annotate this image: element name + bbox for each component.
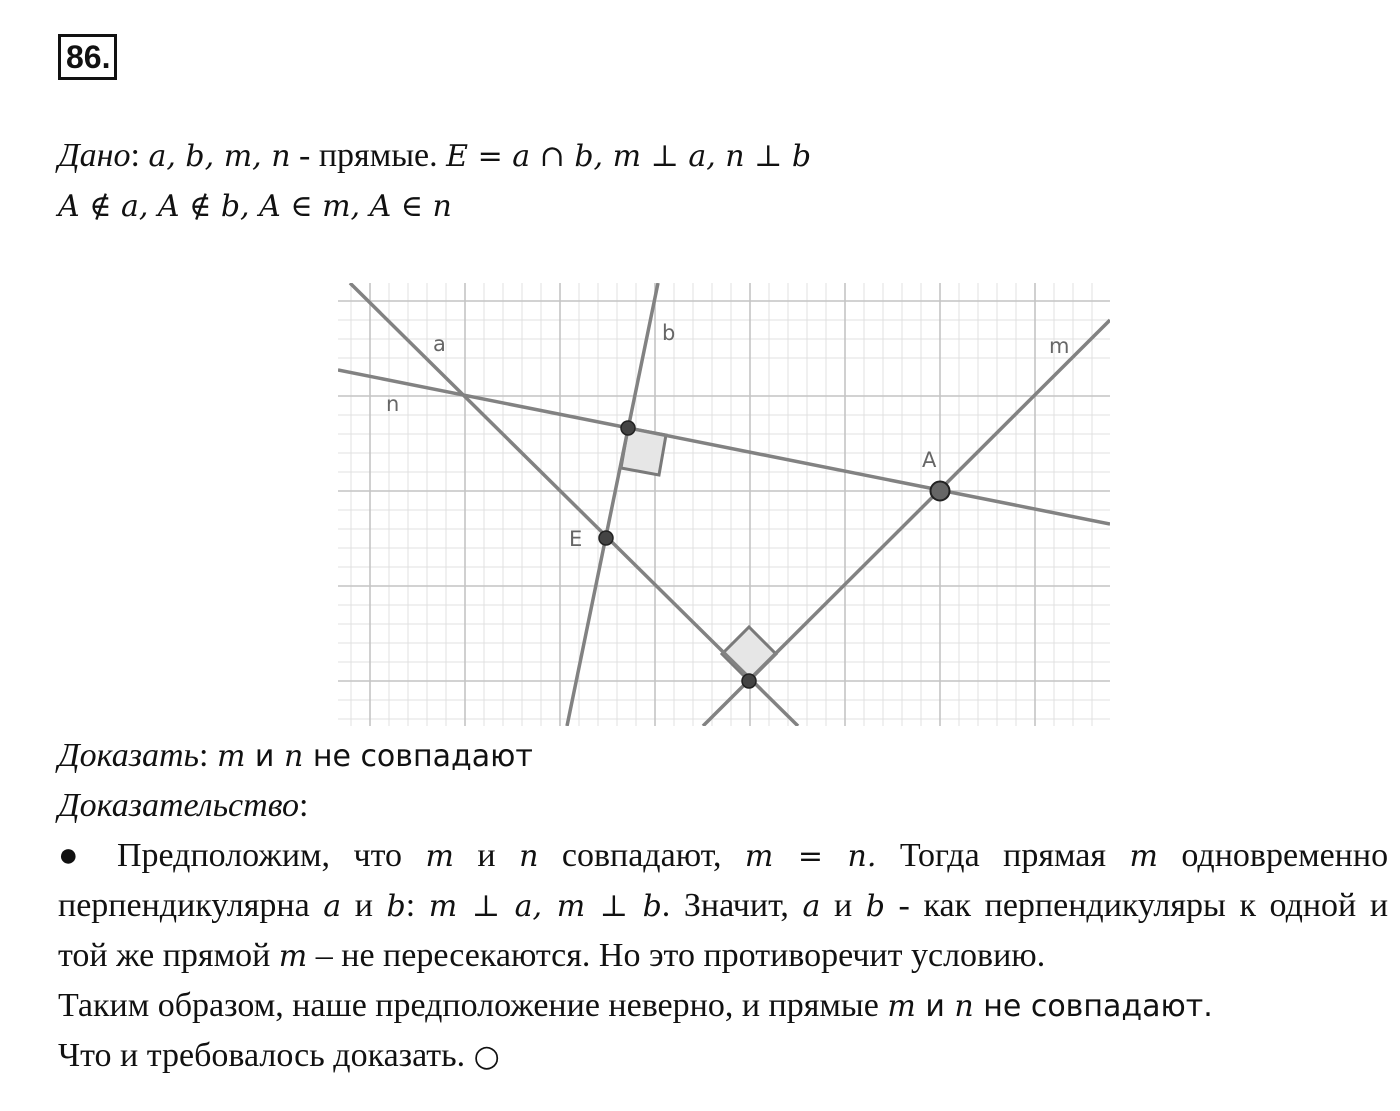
math-a: a <box>802 889 821 924</box>
line-b <box>567 283 658 726</box>
proof-word: и <box>453 837 520 874</box>
proof-word: : <box>405 887 416 924</box>
label-E: E <box>569 527 583 551</box>
line-m <box>703 320 1110 726</box>
proof-word: - как перпендикуляры к одной и <box>898 887 1389 924</box>
math-n: n <box>954 989 974 1024</box>
math-rel: m ⊥ a, m ⊥ b <box>428 889 662 924</box>
proof-word: Предположим, <box>116 837 331 874</box>
label-m: m <box>1049 334 1070 358</box>
proof-word: и <box>915 989 955 1024</box>
label-A: A <box>922 448 937 472</box>
proof-line-1 <box>58 834 1388 879</box>
proof-word: что <box>353 837 403 874</box>
prove-n: n <box>283 739 304 774</box>
proof-word: не совпадают. <box>973 989 1213 1024</box>
prove-and: и <box>245 739 284 774</box>
label-b: b <box>662 321 676 345</box>
prove-m: m <box>216 739 246 774</box>
point-A <box>931 482 950 501</box>
proof-line-5 <box>58 1034 500 1079</box>
proof-word: Тогда <box>899 837 980 874</box>
point-intersection-bn <box>621 421 635 435</box>
proof-conclusion: Что и требовалось доказать. <box>58 1037 474 1074</box>
proof-line-2 <box>58 884 1388 929</box>
math-n: n <box>519 839 539 874</box>
proof-label: Доказательство <box>58 787 300 824</box>
math-b: b <box>386 889 406 924</box>
prove-line <box>58 734 533 779</box>
given-membership: A ∉ a, A ∉ b, A ∈ m, A ∈ n <box>58 189 452 224</box>
proof-label-line <box>58 784 308 828</box>
proof-word: и <box>833 887 853 924</box>
minor-grid <box>338 283 1110 726</box>
given-label: Дано <box>58 137 131 174</box>
label-n: n <box>386 392 400 416</box>
math-m: m <box>887 989 916 1024</box>
right-angle-marker-ma <box>722 627 776 681</box>
math-eq: m = n. <box>744 839 877 874</box>
prove-rest: не совпадают <box>303 739 533 774</box>
proof-word: прямая <box>1003 837 1107 874</box>
given-line-1 <box>58 134 811 179</box>
label-a: a <box>433 332 446 356</box>
bullet: ● <box>58 837 94 874</box>
proof-word: одновременно <box>1181 837 1389 874</box>
math-m: m <box>425 839 454 874</box>
given-colon: : <box>130 137 140 174</box>
proof-colon: : <box>299 787 309 824</box>
proof-word: Таким образом, наше предположение неверно, и прямые <box>58 987 888 1024</box>
proof-word: совпадают, <box>538 837 722 874</box>
given-line-2 <box>58 184 452 229</box>
geometry-figure <box>338 283 1110 726</box>
proof-word: – не пересекаются. Но это противоречит условию. <box>307 937 1046 974</box>
proof-word: той же прямой <box>58 937 279 974</box>
prove-label: Доказать <box>58 737 199 774</box>
proof-word: перпендикулярна <box>58 887 310 924</box>
line-n <box>338 370 1110 524</box>
point-intersection-am <box>742 674 756 688</box>
proof-line-4 <box>58 984 1213 1029</box>
figure-svg <box>338 283 1110 726</box>
math-m: m <box>278 939 308 974</box>
given-relations: E = a ∩ b, m ⊥ a, n ⊥ b <box>446 139 812 174</box>
major-grid <box>338 283 1110 726</box>
proof-line-3 <box>58 934 1045 979</box>
problem-number: 86. <box>58 34 117 80</box>
given-lines-text: - прямые. <box>290 137 447 174</box>
math-b: b <box>865 889 885 924</box>
math-a: a <box>323 889 342 924</box>
proof-word: . Значит, <box>661 887 789 924</box>
math-m: m <box>1129 839 1158 874</box>
qed-mark: ○ <box>473 1039 500 1074</box>
point-E <box>599 531 613 545</box>
prove-colon: : <box>198 737 209 774</box>
given-vars: a, b, m, n <box>148 139 291 174</box>
proof-word: и <box>354 887 373 924</box>
